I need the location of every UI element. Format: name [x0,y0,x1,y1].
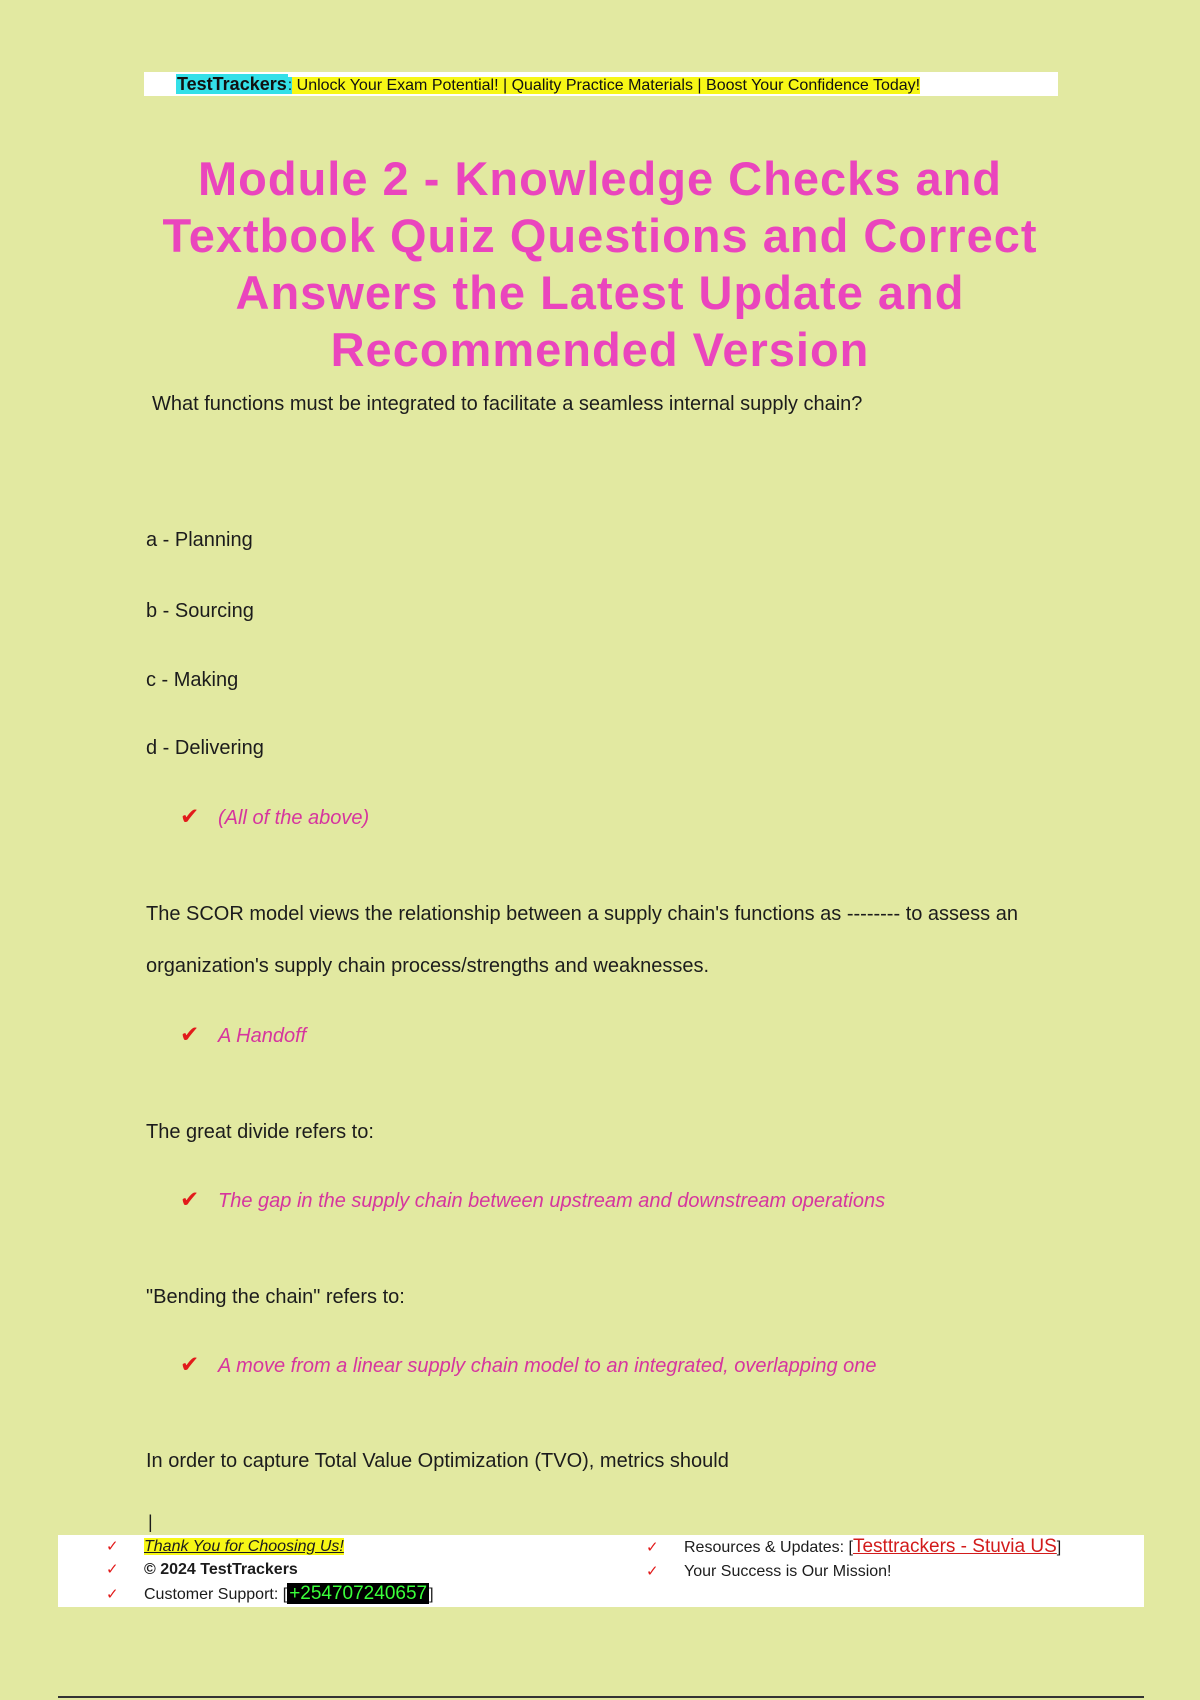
answer-3-text: The gap in the supply chain between upstream and downstream operations [218,1190,886,1212]
document-title: Module 2 - Knowledge Checks and Textbook Quiz Questions and Correct Answers the Latest Update and Recommended Version [162,152,1038,376]
question-1-text: What functions must be integrated to facilitate a seamless internal supply chain? [152,393,863,415]
option-d: d - Delivering [146,737,264,759]
option-a: a - Planning [146,529,253,551]
check-icon: ✓ [106,1586,119,1603]
answer-4 [180,1349,877,1379]
option-c: c - Making [146,669,239,691]
option-b: b - Sourcing [146,600,254,622]
answer-3 [180,1184,885,1214]
footer-mission-line [646,1560,891,1584]
check-icon: ✓ [106,1538,119,1555]
check-icon: ✔ [180,1021,200,1047]
bracket-close: ] [429,1586,434,1603]
check-icon: ✔ [180,1351,200,1377]
footer-support-line [106,1582,434,1606]
bracket-open: [ [282,1586,288,1603]
support-phone-link[interactable]: +254707240657 [289,1583,428,1604]
brand-colon: : [287,77,293,94]
bracket-open: [ [848,1539,853,1556]
footer-thanks-line [106,1535,344,1559]
check-icon: ✔ [180,1186,200,1212]
header-tagline: Unlock Your Exam Potential! | Quality Practice Materials | Boost Your Confidence Today! [292,77,921,94]
check-icon: ✓ [646,1539,659,1556]
question-5-text: In order to capture Total Value Optimization (TVO), metrics should [146,1450,729,1472]
answer-4-text: A move from a linear supply chain model to an integrated, overlapping one [218,1355,877,1377]
answer-2-text: A Handoff [218,1025,307,1047]
footer-copyright: © 2024 TestTrackers [144,1561,298,1578]
footer-thanks: Thank You for Choosing Us! [144,1538,344,1555]
check-icon: ✔ [180,803,200,829]
question-4-text: "Bending the chain" refers to: [146,1286,405,1308]
question-2-text: The SCOR model views the relationship between a supply chain's functions as -------- to assess an organization's supply chain process/strengths and weaknesses. [146,903,1018,977]
resources-link[interactable]: Testtrackers - Stuvia US [852,1536,1057,1557]
question-3-text: The great divide refers to: [146,1121,374,1143]
footer-banner [58,1535,1144,1607]
footer-resources-line [646,1535,1061,1559]
brand-name: TestTrackers [177,74,287,94]
check-icon: ✓ [106,1561,119,1578]
answer-2 [180,1019,306,1049]
answer-1 [180,801,369,831]
footer-support-label: Customer Support: [144,1586,283,1603]
answer-1-text: (All of the above) [218,807,370,829]
footer-copyright-line [106,1558,298,1582]
text-cursor: | [148,1512,153,1532]
footer-resources-label: Resources & Updates: [684,1539,849,1556]
footer-mission: Your Success is Our Mission! [684,1563,892,1580]
header-banner [144,72,1058,96]
bracket-close: ] [1056,1539,1062,1556]
bottom-divider [58,1696,1144,1698]
check-icon: ✓ [646,1563,659,1580]
